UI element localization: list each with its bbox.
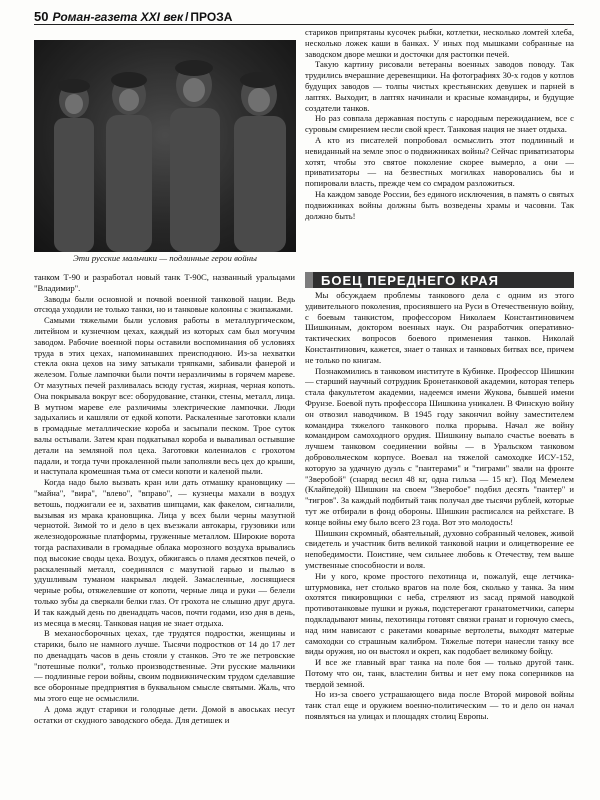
right-text-column-bottom (305, 290, 574, 798)
banner-accent-bar (305, 272, 313, 288)
header-separator: / (185, 10, 189, 24)
paragraph: Самыми тяжелыми были условия работы в металлургическом, литейном и кузнечном цехах, каждый из которых сам был могучим заводом. Рабочие военной поры оставили воспоминания об условиях труда в этих цехах, напоминавших преисподнюю. Из-за нехватки стекла окна цехов на зиму затыкали тряпками, забивали фанерой и железом. Голые лампочки были почти неразличимы в горячем мареве. От мазутных печей разливалась всюду густая, жирная, черная копоть. Она покрывала вокруг все: оборудование, станки, стены, металл, лица. В мутном мареве еле различимы электрические лампочки. Люди задыхались и кашляли от едкой копоти. Раскаленные заготовки клали в громадные металлические короба и засыпали песком. Трое суток валы остывали. Затем кран подкатывал короба и вываливал остывшие детали на земляной пол цеха. Заготовки колениалов с грохотом падали, и тогда тучи прокаленной пыли заполняли весь цех до крыши, и наступала кромешная тьма от смеси копоти и каленой пыли. (34, 315, 295, 477)
paragraph: Но раз совпала державная поступь с народным пережиданием, все с суровым смирением несли свой крест. Танковая нация не знает отдыха. (305, 113, 574, 135)
paragraph: Ни у кого, кроме простого пехотинца и, пожалуй, еще летчика-штурмовика, нет столько врагов на поле боя, сколько у танка. За ним охотятся пикировщики с неба, стреляют из засад прямой наводкой противотанковые пушки и ружья, подстерегают гранатометчики, саперы подкладывают мины, пехотинцы готовят связки гранат и горючую смесь, над ним нависают с ракетами коварные вертолеты, выходят матерые самоходки со страшным калибром. Тяжелые потери нанесли танку все виды оружия, но он выстоял и окреп, как подобает великому бойцу. (305, 570, 574, 657)
paragraph: стариков припрятаны кусочек рыбки, котлетки, несколько ломтей хлеба, несколько ложек каши в банках. У иных под мышками собранные на заводском дворе мешки и досточки для растопки печей. (305, 27, 574, 59)
paragraph: Заводы были основной и почвой военной танковой нации. Ведь отсюда уходили не только танки, но и танковые колонны с экипажами. (34, 293, 295, 315)
photo-caption: Эти русские мальчики — подлинные герои войны (73, 253, 257, 263)
section-title: ПРОЗА (190, 10, 233, 24)
paragraph: Познакомились в танковом институте в Кубинке. Профессор Шишкин — старший научный сотрудник Бронетанковой академии, которая теперь стала факультетом академии, надеемся имени Жукова, бывшей имени Фрунзе. Боевой путь профессора Шишкина уникален. В Финскую войну он отвозил наводчиком. В 1945 году закончил войну заместителем командира тяжелого танкового полка прорыва. Начал же войну командиром самоходного орудия. Шишкину выпало счастье воевать в лучшем танковом соединении войны — в Уральском танковом добровольческом корпусе. Воевал на тяжелой самоходке ИСУ-152, которую за удачную дуэль с "пантерами" и "тиграми" звали на фронте "Зверобой" (снаряд весил 48 кг, одна гильза — 15 кг). Под Мемелем (Клайпедой) Шишкин на своем "Зверобое" подбил десять "пантер" и "тигров". За каждый подбитый танк получал две тысячи рублей, которые тут же отбирали в фонд обороны. Шишкин расписался на рейхстаге. В конце войны ему было всего 23 года. Вот это молодость! (305, 365, 574, 527)
wartime-boys-photo (34, 40, 296, 252)
paragraph: В механосборочных цехах, где трудятся подростки, женщины и старики, было не намного лучше. Тысячи подростков от 14 до 17 лет по двенадцать часов в день стояли у станков. Это те же петровские "потешные полки", только производственные. Эти русские мальчики — подлинные герои войны, своим подвижническим трудом сделавшие все оборонные предприятия в буквальном смысле святыми. Жаль, что мы этого еще не осмыслили. (34, 628, 295, 704)
page-number: 50 (34, 9, 49, 24)
section-heading: БОЕЦ ПЕРЕДНЕГО КРАЯ (321, 272, 500, 288)
paragraph: Мы обсуждаем проблемы танкового дела с одним из этого удивительного поколения, просиявшего на Руси в Отечественную войну, с боевым танкистом, профессором Николаем Константиновичем Шишкиным, доктором военных наук. Он разработчик оперативно-тактических вопросов боевого применения танков. Николай Константинович, кажется, знает о танках и танковых битвах все, причем не только по книгам. (305, 290, 574, 365)
paragraph: Но из-за своего устрашающего вида после Второй мировой войны танк стал еще и оружием военно-политическим — то и дело он начал появляться на улицах и площадях столиц Европы. (305, 689, 574, 722)
magazine-title: Роман-газета XXI век (52, 10, 184, 24)
section-banner (305, 272, 574, 288)
paragraph: А кто из писателей попробовал осмыслить этот подлинный и невиданный на земле эпос о подвижниках войны? Сейчас приватизаторы хотят, чтобы это святое поколение скорее вымерло, а они — приватизаторы — на безвестных могилках наворовались бы и попировали власть, прежде чем со смрадом разложиться. (305, 134, 574, 189)
paragraph: А дома ждут старики и голодные дети. Домой в авоськах несут остатки от скудного заводского обеда. Для детишек и (34, 703, 295, 725)
paragraph: танком Т-90 и разработал новый танк Т-90С, названный уральцами "Владимир". (34, 272, 295, 293)
right-text-column-top (305, 27, 574, 270)
paragraph: Шишкин скромный, обаятельный, духовно собранный человек, живой свидетель и участник битв великой танковой нации и олицетворение ее непобедимости. Поистине, чем сильнее любовь к Отечеству, тем выше умственные способности и воля. (305, 527, 574, 570)
page-header (34, 6, 574, 25)
left-text-column (34, 272, 295, 798)
paragraph: На каждом заводе России, без единого исключения, в память о святых подвижниках войны должны быть возведены храмы и часовни. Так должно быть! (305, 188, 574, 221)
paragraph: Когда надо было вызвать кран или дать отмашку крановщику — "майна", "вира", "влево", "вправо", — кузнецы махали в воздух ветошь, поджигали ее и, захватив шипцами, как факелом, сигналили, вызывая из мрака крановщика. Лица у всех были черны мазутной чернотой. Зимой то и дело в цех въезжали автокары, грузовики или железнодорожные платформы, груженные металлом. Широкие ворота тогда распахивали в громадные облака морозного воздуха врывались под высокие своды цеха. Воздух, обжигаясь о пламя десятков печей, о раскаленный металл, соединялся с мазутной гарью и пылью в удушливым туманом накрывал людей. Замасленные, лоснящиеся черные робы, отяжелевшие от копоти, черные лица и руки — белели только зубы да сверкали белки глаз. От грохота не слышно друг друга. И так каждый день по двенадцать часов, почти годами, изо дня в день, из месяца в месяц. Танковая нация не знает отдыха. (34, 477, 295, 628)
paragraph: И все же главный враг танка на поле боя — только другой танк. Потому что он, танк, властелин битвы и нет ему пока соперников на твердой земной. (305, 657, 574, 689)
paragraph: Такую картину рисовали ветераны военных заводов поводу. Так трудились вчерашние деревенщики. На фотографиях 30-х годов у котлов будущих заводов — толпы чистых крестьянских девушек и парней в лаптях. Выходит, в лаптях начинали и красные командиры, и будущие создатели танков. (305, 59, 574, 113)
